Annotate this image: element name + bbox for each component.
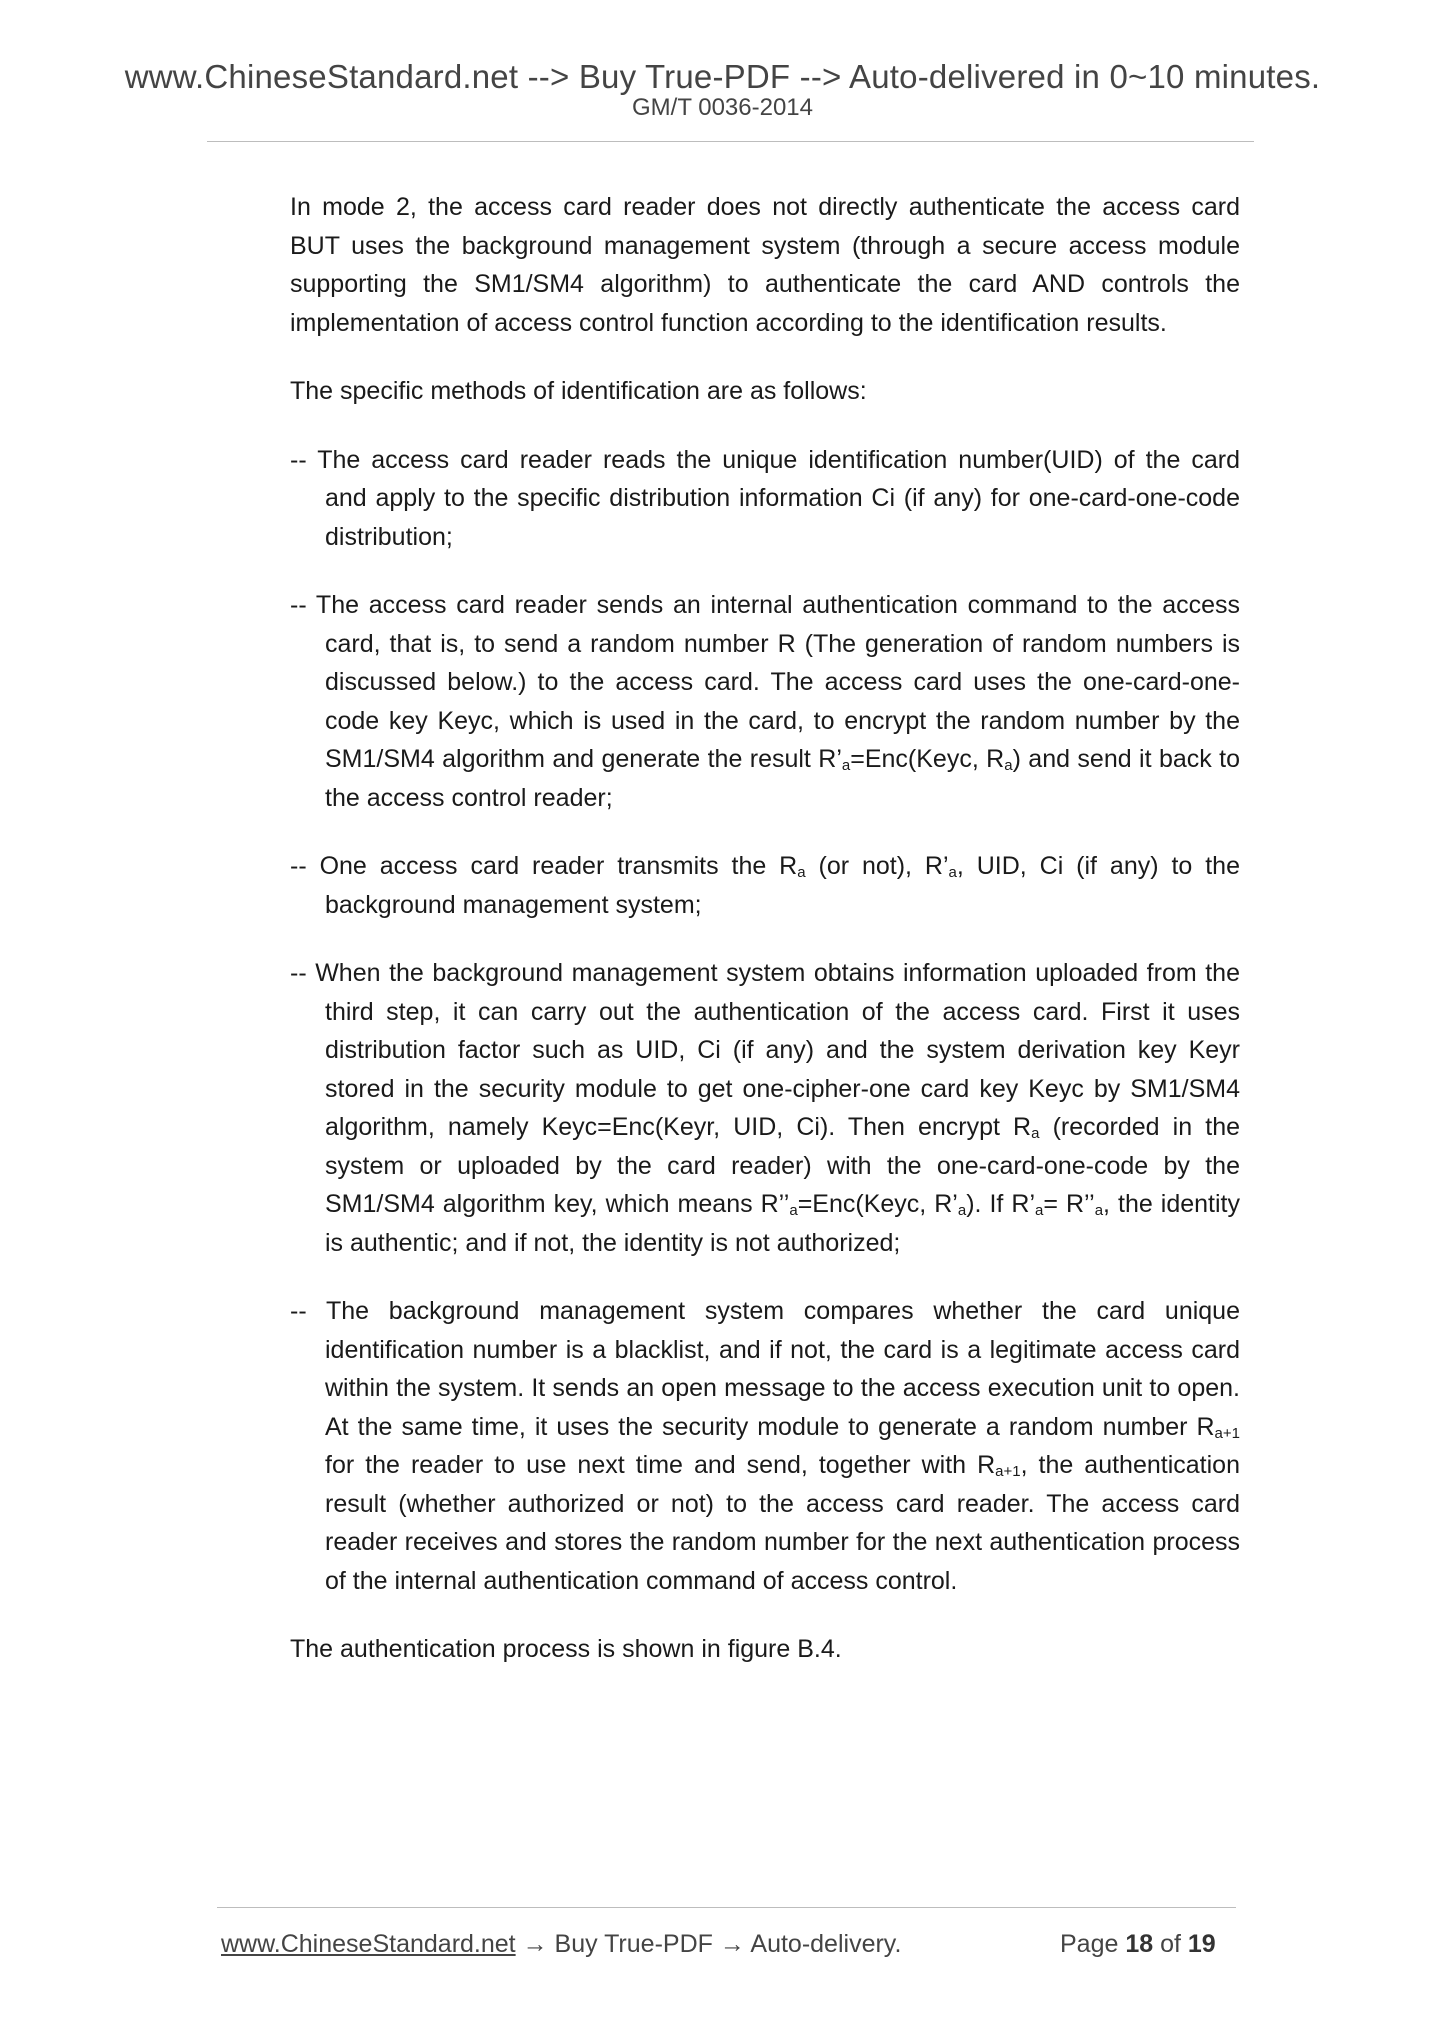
footer-promo xyxy=(221,1930,901,1959)
text-run: , UID, Ci (if any) to the background management system; xyxy=(325,852,1240,919)
subscript: a xyxy=(1094,1202,1104,1219)
text-run: (recorded in the system or uploaded by the card reader) with the one-card-one-code by the SM1/SM4 algorithm key, which means R’’ xyxy=(325,1113,1240,1218)
page-number: 18 xyxy=(1125,1930,1154,1958)
paragraph-text: The specific methods of identification are as follows: xyxy=(290,377,867,405)
subscript: a xyxy=(1035,1202,1044,1219)
site-link[interactable]: www.ChineseStandard.net xyxy=(221,1930,516,1958)
list-item-step5 xyxy=(290,1292,1240,1600)
list-item-step3 xyxy=(290,847,1240,924)
subscript: a xyxy=(797,864,806,881)
text-run: =Enc(Keyc, R xyxy=(850,745,1005,773)
text-run: -- The access card reader sends an internal authentication command to the access card, that is, to send a random number R (The generation of random numbers is discussed below.) to the access card. The access card uses the one-card-one-code key Keyc, which is used in the card, to encrypt the random number by the SM1/SM4 algorithm and generate the result R’ xyxy=(290,591,1240,773)
text-run: -- When the background management system obtains information uploaded from the third step, it can carry out the authentication of the access card. First it uses distribution factor such as UID, Ci (if any) and the system derivation key Keyr stored in the security module to get one-cipher-one card key Keyc by SM1/SM4 algorithm, namely Keyc=Enc(Keyr, UID, Ci). Then encrypt R xyxy=(290,959,1240,1141)
standard-code: GM/T 0036-2014 xyxy=(632,94,813,121)
text-run: for the reader to use next time and send, together with R xyxy=(325,1451,996,1479)
subscript: a+1 xyxy=(1214,1424,1240,1442)
subscript: a xyxy=(1004,757,1013,774)
text-run: =Enc(Keyc, R’ xyxy=(797,1190,958,1218)
text-run: (or not), R’ xyxy=(805,852,949,880)
subscript: a xyxy=(948,864,957,881)
subscript: a xyxy=(789,1202,798,1219)
text-run: -- One access card reader transmits the R xyxy=(290,852,798,880)
subscript: a xyxy=(841,757,851,774)
page-label: Page xyxy=(1060,1930,1126,1958)
header-banner: www.ChineseStandard.net --> Buy True-PDF --> Auto-delivered in 0~10 minutes. xyxy=(124,58,1321,95)
text-run: ) and send it back to the access control reader; xyxy=(325,745,1240,812)
subscript: a xyxy=(1031,1125,1040,1142)
text-run: ). If R’ xyxy=(966,1190,1035,1218)
list-item-step1 xyxy=(290,441,1240,557)
text-run: , the identity is authentic; and if not, the identity is not authorized; xyxy=(325,1190,1240,1257)
text-run: = R’’ xyxy=(1043,1190,1095,1218)
paragraph-text: The authentication process is shown in figure B.4. xyxy=(290,1635,842,1663)
paragraph-mode2 xyxy=(290,188,1240,342)
header-divider xyxy=(207,141,1254,142)
footer-promo-text: → Buy True-PDF → Auto-delivery. xyxy=(515,1930,902,1958)
paragraph-figure-reference xyxy=(290,1630,1240,1669)
body-text xyxy=(290,188,1240,1699)
page-indicator xyxy=(1060,1930,1216,1959)
footer-divider xyxy=(217,1907,1236,1908)
list-item-text: -- The access card reader reads the unique identification number(UID) of the card and apply to the specific distribution information Ci (if any) for one-card-one-code distribution; xyxy=(290,445,1240,551)
list-item-step4 xyxy=(290,954,1240,1262)
text-run: , the authentication result (whether authorized or not) to the access card reader. The access card reader receives and stores the random number for the next authentication process of the internal authentication command of access control. xyxy=(325,1451,1240,1595)
text-run: -- The background management system compares whether the card unique identification number is a blacklist, and if not, the card is a legitimate access card within the system. It sends an open message to the access execution unit to open. At the same time, it uses the security module to generate a random number R xyxy=(290,1297,1240,1441)
list-item-step2 xyxy=(290,586,1240,817)
page-total: 19 xyxy=(1187,1930,1216,1958)
paragraph-text: In mode 2, the access card reader does not directly authenticate the access card BUT uses the background management system (through a secure access module supporting the SM1/SM4 algorithm) to authenticate the card AND controls the implementation of access control function according to the identification results. xyxy=(290,193,1240,337)
page-of-label: of xyxy=(1153,1930,1188,1958)
subscript: a xyxy=(957,1202,967,1219)
subscript: a+1 xyxy=(995,1463,1021,1480)
paragraph-methods-intro xyxy=(290,372,1240,411)
